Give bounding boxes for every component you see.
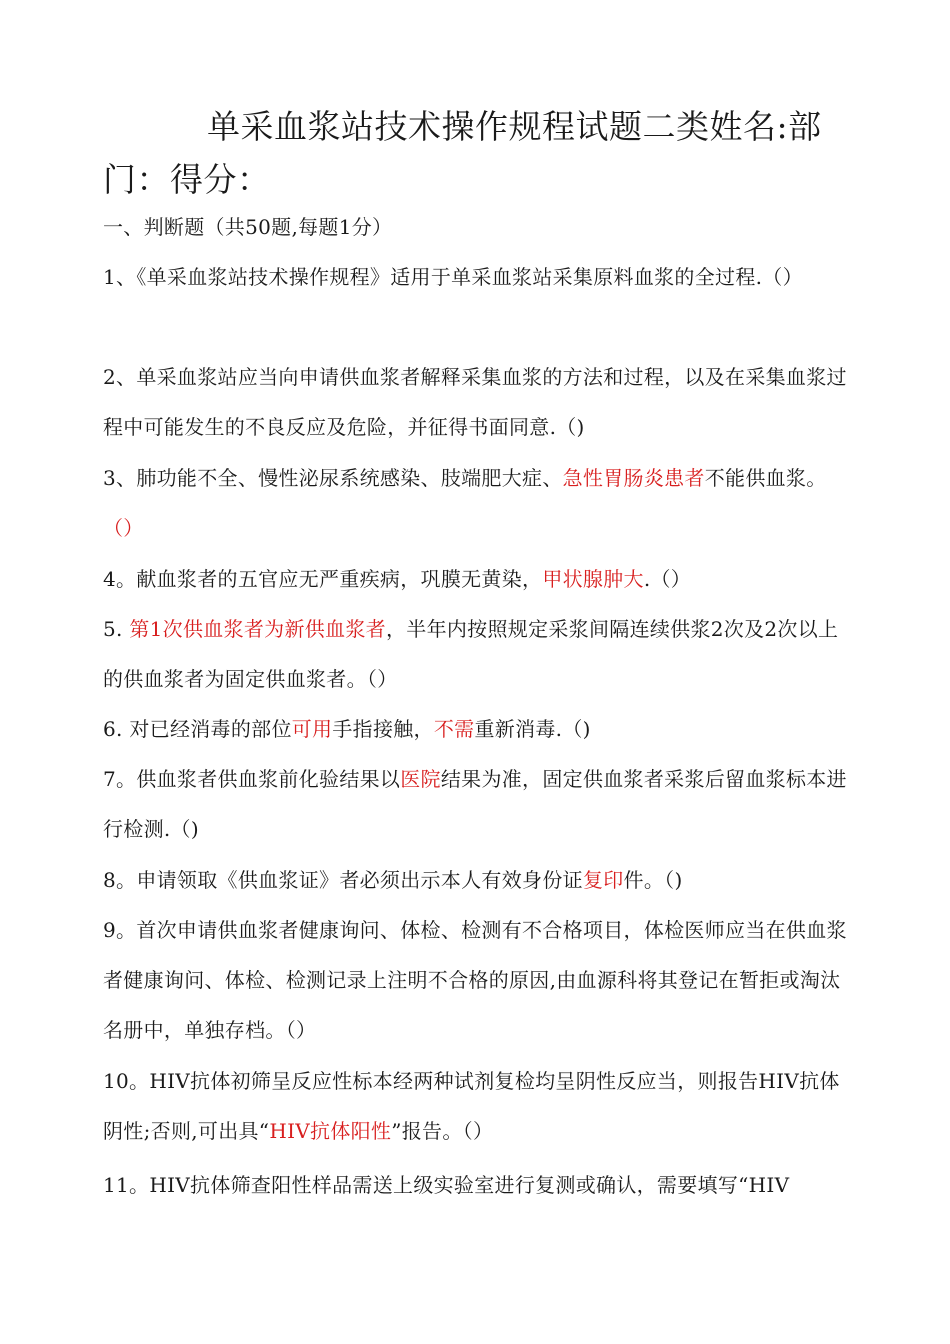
highlighted-answer: 急性胃肠炎患者 bbox=[562, 466, 705, 490]
question-1 bbox=[103, 252, 853, 302]
question-text: .（） bbox=[643, 567, 692, 591]
question-text: 重新消毒.（) bbox=[474, 717, 591, 741]
highlighted-answer: 第1次供血浆者为新供血浆者 bbox=[129, 617, 386, 641]
question-text: 7。供血浆者供血浆前化验结果以 bbox=[103, 767, 401, 791]
highlighted-answer: 不需 bbox=[433, 717, 475, 741]
question-11 bbox=[103, 1160, 853, 1210]
answer-bracket: （） bbox=[103, 516, 144, 540]
question-text: ，半年内按照规定采浆间隔连续供浆2次及2次以上的供血浆者为固定供血浆者。（） bbox=[103, 617, 839, 691]
question-2 bbox=[103, 352, 853, 452]
highlighted-answer: 医院 bbox=[400, 767, 441, 791]
question-text: 10。HIV抗体初筛呈反应性标本经两种试剂复检均呈阴性反应当，则报告HIV抗体阴性;否则,可出具“ bbox=[103, 1069, 840, 1143]
question-text: 件。（) bbox=[623, 868, 683, 892]
question-text: 1、《单采血浆站技术操作规程》适用于单采血浆站采集原料血浆的全过程.（） bbox=[103, 265, 803, 289]
question-text: 结果为准，固定供血浆者采浆后留血浆标本进行检测.（) bbox=[103, 767, 847, 841]
question-3 bbox=[103, 453, 853, 553]
highlighted-answer: 可用 bbox=[291, 717, 333, 741]
document-title: 单采血浆站技术操作规程试题二类姓名:部门：得分： bbox=[103, 107, 822, 199]
question-5 bbox=[103, 604, 853, 704]
highlighted-answer: 甲状腺肿大 bbox=[542, 567, 644, 591]
question-text: 6. 对已经消毒的部位 bbox=[103, 717, 292, 741]
question-9 bbox=[103, 905, 853, 1055]
section-heading: 一、判断题（共50题,每题1分） bbox=[103, 215, 393, 239]
question-6 bbox=[103, 704, 853, 754]
question-text: 11。HIV抗体筛查阳性样品需送上级实验室进行复测或确认，需要填写“HIV bbox=[103, 1173, 790, 1197]
question-text: 不能供血浆。 bbox=[704, 466, 827, 490]
question-text: 8。申请领取《供血浆证》者必须出示本人有效身份证 bbox=[103, 868, 583, 892]
question-8 bbox=[103, 855, 853, 905]
question-text: 9。首次申请供血浆者健康询问、体检、检测有不合格项目，体检医师应当在供血浆者健康询问、体检、检测记录上注明不合格的原因,由血源科将其登记在暂拒或淘汰名册中，单独存档。（） bbox=[103, 918, 847, 1042]
highlighted-answer: 复印 bbox=[582, 868, 624, 892]
question-4 bbox=[103, 554, 853, 604]
question-text: ”报告。（） bbox=[391, 1119, 494, 1143]
question-text: 手指接触， bbox=[332, 717, 434, 741]
question-text: 4。献血浆者的五官应无严重疾病，巩膜无黄染， bbox=[103, 567, 543, 591]
highlighted-answer: HIV抗体阳性 bbox=[269, 1119, 392, 1143]
question-text: 5. bbox=[103, 617, 130, 641]
question-7 bbox=[103, 754, 853, 854]
question-text: 2、单采血浆站应当向申请供血浆者解释采集血浆的方法和过程，以及在采集血浆过程中可能发生的不良反应及危险，并征得书面同意.（) bbox=[103, 365, 847, 439]
question-text: 3、肺功能不全、慢性泌尿系统感染、肢端肥大症、 bbox=[103, 466, 563, 490]
question-10 bbox=[103, 1056, 853, 1156]
